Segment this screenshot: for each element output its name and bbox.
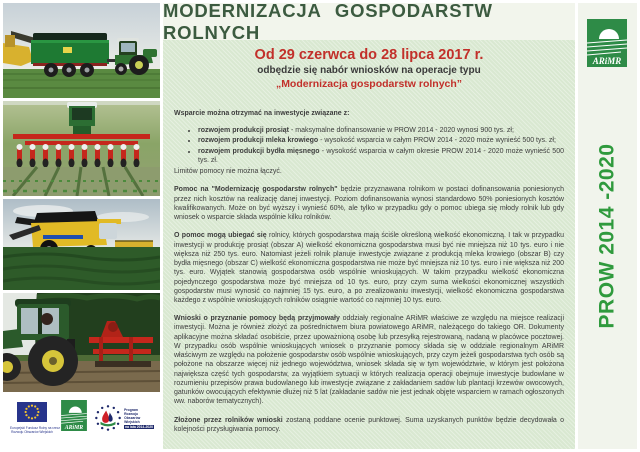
bullet-rest: - maksymalne dofinansowanie w PROW 2014 - 2020 wynosi 900 tys. zł; (289, 127, 514, 135)
eu-flag-logo (10, 402, 60, 435)
bullet-beef (198, 147, 564, 165)
prow-caption (124, 408, 154, 429)
limits-note: Limitów pomocy nie można łączyć. (174, 168, 282, 176)
photo-harvest-trailer (3, 3, 160, 98)
prow-period-vertical (578, 121, 637, 351)
bullet-rest: - wysokość wsparcia w całym PROW 2014 - 2020 może wynieść 500 tys. zł; (318, 137, 556, 145)
bullet-bold: rozwojem produkcji mleka krowiego (198, 137, 319, 145)
paragraph-bold: O pomoc mogą ubiegać się (174, 232, 267, 240)
prow-stars-icon (94, 404, 122, 432)
photo-row-seeder (3, 101, 160, 196)
eu-caption-line2: Rozwoju Obszarów Wiejskich (11, 429, 53, 434)
arimr-sun-icon (61, 400, 87, 431)
paragraph-bold: Wnioski o przyznanie pomocy będą przyjmowały (174, 315, 340, 323)
paragraph-applications (174, 314, 564, 406)
call-dates: Od 29 czerwca do 28 lipca 2017 r. (254, 47, 484, 63)
paragraph-eligibility (174, 231, 564, 305)
main-content (163, 3, 575, 449)
prow-caption-line: Obszarów (124, 415, 141, 420)
paragraph-scoring (174, 416, 564, 434)
eu-caption (10, 425, 60, 435)
paragraph-text: rolnicy, których gospodarstwa mają ściśle określoną wielkość ekonomiczną. I tak w przypadku inwestycji w produkcję prosiąt (obszar A) wielkość ekonomiczna gospodarstwa musi być nie mniejsza niż 10 tys. euro i nie większa niż 250 tys. euro. Natomiast jeżeli rolnik planuje inwestycje związane z produkcją mleka krowiego (obszar B) czy bydła mięsnego (obszar C) wielkość ekonomiczna gospodarstwa nie może być mniejsza niż 10 tys. euro i nie większa niż 200 tys. euro. Wyjątek stanowią gospodarstwa osób wspólnie wnioskujących. W takim przypadku wielkość ekonomiczna pojedynczego gospodarstwa może być mniejsza od 10 tys. euro, przy czym suma wielkości ekonomicznej wszystkich gospodarstw musi wynosić co najmniej 15 tys. euro, a po zrealizowaniu inwestycji, wielkość ekonomiczna gospodarstwa każdego z wspólnie wnioskujących rolników osiągnie wartość co najmniej 10 tys. euro. (174, 232, 564, 304)
page-title: MODERNIZACJA GOSPODARSTW ROLNYCH (163, 3, 493, 43)
bullet-bold: rozwojem produkcji prosiąt (198, 127, 290, 135)
headline-block (163, 40, 575, 90)
arimr-label: ARiMR (64, 425, 84, 431)
title-band (163, 3, 575, 43)
arimr-label: ARiMR (592, 56, 622, 66)
prow-period-label: PROW 2014 -2020 (595, 143, 619, 329)
paragraph-bold: Pomoc na "Modernizację gospodarstw rolnych" (174, 186, 338, 194)
eu-flag-icon (17, 402, 47, 422)
arimr-logo-small (61, 400, 87, 436)
prow-logo (94, 404, 154, 432)
prow-caption-line: Wiejskich (124, 419, 140, 424)
prow-period: na lata 2014-2020 (125, 424, 153, 429)
support-bullet-list (198, 126, 564, 165)
eu-caption-line1: Europejski Fundusz Rolny na rzecz (10, 425, 60, 430)
paragraph-text: zostaną poddane ocenie punktowej. Suma uzyskanych punktów będzie decydowała o kolejności przysługiwania pomocy. (174, 416, 565, 433)
paragraph-text: oddziały regionalne ARiMR właściwe ze względu na miejsce realizacji inwestycji. Można je również złożyć za pośrednictwem biura powiatowego ARiMR, należącego do takiego OR. Dokumenty aplikacyjne można składać osobiście, przez upoważnioną osobę lub przesyłką rejestrowaną, nadaną w placówce pocztowej. W przypadku osób wspólnie wnioskujących wniosek o przyznanie pomocy składa się w oddziale regionalnym ARiMR właściwym ze względu na położenie gospodarstw osób wspólnie wnioskujących, przy czym jeżeli gospodarstwa tych osób są położone na obszarze więcej niż jednego województwa, wniosek składa się w tym województwie, w którym jest położona największa część tych gospodarstw, za wyjątkiem sytuacji w których realizacja operacji obejmuje inwestycje budowlane w rozumieniu przepisów prawa budowlanego lub inwestycje związane z zakładaniem sadów lub plantacji krzewów owocowych, gatunków owocujących efektywnie dłużej niż 5 lat (zakładanie sadów nie jest jednak objęte wsparciem w ramach ogłoszonych ww. naborów tematycznych). (174, 315, 564, 406)
photo-combine-harvester (3, 199, 160, 290)
call-subtitle: odbędzie się nabór wniosków na operacje typu (257, 65, 481, 76)
prow-caption-line: Rozwoju (124, 411, 139, 416)
paragraph-bold: Złożone przez rolników wnioski (174, 416, 283, 424)
paragraph-text: będzie przyznawana rolnikom w postaci dofinansowania poniesionych przez nich kosztów na realizację danej inwestycji. Poziom dofinansowania wynosi standardowo 50% poniesionych kosztów kwalifikowanych. Może on być wyższy i wynieść 60%, ale tylko w przypadku gdy o pomoc ubiega się młody rolnik lub gdy wniosek o wsparcie składa wspólnie kilku rolników. (174, 186, 564, 222)
paragraph-funding (174, 185, 564, 222)
support-lead: Wsparcie można otrzymać na inwestycje związane z: (174, 110, 350, 117)
program-name: „Modernizacja gospodarstw rolnych” (275, 78, 463, 90)
sidebar (578, 3, 637, 449)
footer-logos (7, 398, 157, 438)
bullet-milk (198, 136, 564, 145)
body-text (174, 103, 564, 434)
arimr-logo (587, 19, 627, 67)
arimr-sun-icon (587, 19, 627, 67)
bullet-pigs (198, 126, 564, 135)
prow-caption-line: Program (124, 407, 139, 412)
bullet-bold: rozwojem produkcji bydła mięsnego (198, 147, 320, 155)
photo-tractor-planter (3, 293, 160, 392)
bullet-rest: - wysokość wsparcia w całym okresie PROW 2014 - 2020 może wynieść 500 tys. zł. (198, 147, 564, 164)
